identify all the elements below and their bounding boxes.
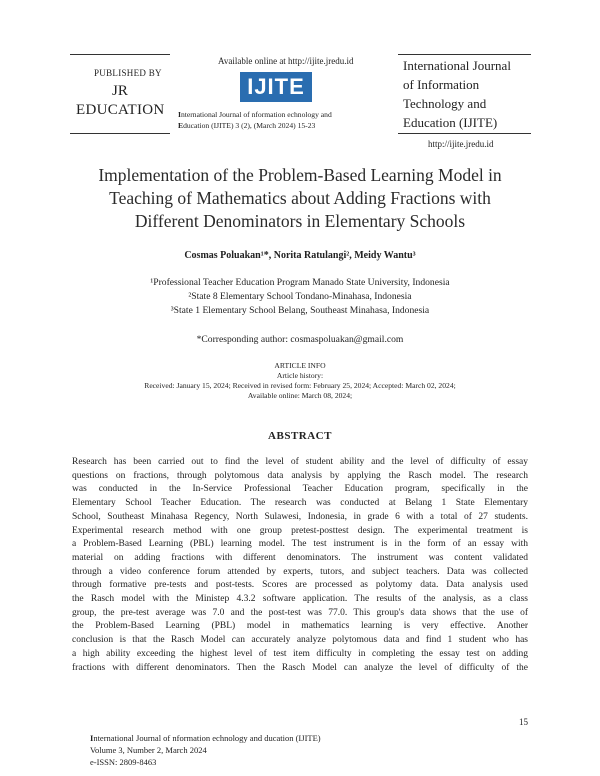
abstract-line: through a video conference forum attended by experts, tutors, and subject teachers. Data was collected [72,566,528,577]
available-online-text: Available online at http://ijite.jredu.id [218,56,354,66]
abstract-line: the Problem-Based Learning (PBL) model in mathematics learning is very effective. Another [72,621,528,632]
header-rule-bottom-right [398,133,531,134]
header-rule-left [70,54,170,55]
journal-name-line3: Technology and [403,96,487,111]
title-line1: Implementation of the Problem-Based Learning Model in [98,165,502,185]
header-rule-right [398,54,531,55]
journal-name-block [403,56,543,132]
article-available-date: Available online: March 08, 2024; [247,391,353,400]
affiliation-1: ¹Professional Teacher Education Program Manado State University, Indonesia [150,277,450,288]
footer-issn: e-ISSN: 2809-8463 [90,757,157,767]
header-rule-bottom-left [70,133,170,134]
abstract-line: was conducted in the In-Service Professional Teacher Education program, specifically in the [72,484,528,495]
abstract-line: a high ability exceeding the highest level of test item difficulty in completing the essay test on adding [72,648,528,659]
journal-citation: International Journal of nformation echnology and Education (IJITE) 3 (2), (March 2024) 15-23 [178,110,332,130]
page-number: 15 [519,717,528,727]
published-by-label: PUBLISHED BY [94,68,162,78]
abstract-line: group, the pre-test average was 7.0 and the post-test was 77.0. This group's data shows that the use of [72,607,528,618]
abstract-line: Elementary School Teacher Education. The research was conducted at Belang 1 State Elementary [72,498,528,509]
journal-name-line4: Education (IJITE) [403,115,498,130]
footer: International Journal of nformation echnology and ducation (IJITE) Volume 3, Number 2, March 2024 e-ISSN: 2809-8463 [90,733,321,767]
abstract-line: questions on fractions, through polytomous data analysis by applying the Rasch model. The research [72,470,528,481]
affiliation-2: ²State 8 Elementary School Tondano-Minahasa, Indonesia [188,291,412,302]
abstract-line: conclusion is that the Rasch Model can accurately analyze polytomous data and find 1 student who has [72,635,528,646]
corresponding-author: *Corresponding author: cosmaspoluakan@gmail.com [196,334,404,345]
title-line3: Different Denominators in Elementary Schools [134,211,466,231]
affiliation-3: ³State 1 Elementary School Belang, Southeast Minahasa, Indonesia [170,305,430,316]
journal-name-line1: International Journal [403,58,511,73]
abstract-line: a Problem-Based Learning (PBL) learning model. The test instrument is in the form of an essay with [72,539,528,550]
article-history-label: Article history: [276,371,324,380]
abstract-line: School, Southeast Minahasa Regency, North Sulawesi, Indonesia, in grade 6 with a total of 27 students. [72,511,528,522]
journal-name-line2: of Information [403,77,480,92]
article-info-heading: ARTICLE INFO [274,361,326,370]
abstract-line: material on adding fractions with different denominators. The instrument was content validated [72,552,528,563]
journal-citation-line1: nternational Journal of nformation echnology and [180,110,332,119]
affiliations [60,276,540,318]
ijite-logo: IJITE [240,72,312,102]
abstract-body [72,456,528,675]
abstract-line: the Rasch model with the Ministep 4.3.2 software application. The results of the analysis, as a class [72,594,528,605]
authors: Cosmas Poluakan¹*, Norita Ratulangi², Meidy Wantu³ [184,250,416,261]
publisher-name-line1: JR [112,83,128,99]
abstract-line: Research has been carried out to find the level of student ability and the level of difficulty of essay [72,457,528,467]
article-title [70,164,530,233]
footer-volume: Volume 3, Number 2, March 2024 [90,745,207,755]
journal-url[interactable]: http://ijite.jredu.id [428,139,494,149]
abstract-line: through formative pre-tests and post-tests. Scores are processed as polytomy data. Data analysis used [72,580,528,591]
article-dates: Received: January 15, 2024; Received in revised form: February 25, 2024; Accepted: March 02, 2024; [144,381,456,390]
journal-citation-line2: ducation (IJITE) 3 (2), (March 2024) 15-23 [183,121,316,130]
abstract-heading: ABSTRACT [268,430,332,442]
footer-journal-line: nternational Journal of nformation echnology and ducation (IJITE) [93,733,321,743]
article-info [60,361,540,401]
publisher-name-line2: EDUCATION [76,102,165,118]
title-line2: Teaching of Mathematics about Adding Fractions with [109,188,491,208]
abstract-line: fractions with different denominators. Then the Rasch Model can analyze the level of difficulty of the [72,662,528,673]
abstract-line: Experimental research method with one group pretest-posttest design. The experimental treatment is [72,525,528,536]
